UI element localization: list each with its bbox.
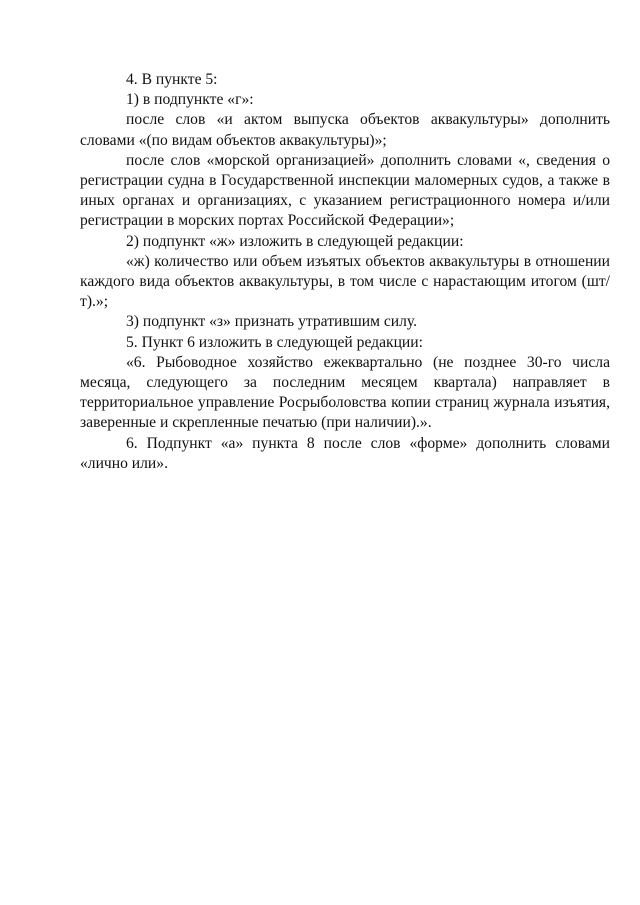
paragraph-subitem-zh-text: «ж) количество или объем изъятых объектов аквакультуры в отношении каждого вида объектов аквакультуры, в том числе с нарастающим итогом (шт/т).»; — [80, 252, 610, 311]
paragraph-section-6: 6. Подпункт «а» пункта 8 после слов «форме» дополнить словами «лично или». — [80, 434, 610, 472]
document-body — [80, 70, 610, 474]
paragraph-item-6-text: «6. Рыбоводное хозяйство ежеквартально (не позднее 30-го числа месяца, следующего за последним месяцем квартала) направляет в территориальное управление Росрыболовства копии страниц журнала изъятия, заверенные и скрепленные печатью (при наличии).». — [80, 353, 610, 432]
paragraph-subitem-z: 3) подпункт «з» признать утратившим силу. — [126, 313, 418, 331]
paragraph-subitem-g: 1) в подпункте «г»: — [126, 91, 254, 109]
paragraph-subitem-zh-heading: 2) подпункт «ж» изложить в следующей редакции: — [126, 232, 464, 250]
paragraph-after-release-act: после слов «и актом выпуска объектов аквакультуры» дополнить словами «(по видам объектов аквакультуры)»; — [80, 111, 610, 149]
paragraph-section-4-heading: 4. В пункте 5: — [126, 71, 218, 88]
paragraph-after-marine-org: после слов «морской организацией» дополнить словами «, сведения о регистрации судна в Государственной инспекции маломерных судов, а также в иных органах и организациях, с указанием регистрационного номера и/или регистрации в морских портах Российской Федерации»; — [80, 151, 610, 230]
paragraph-section-5-heading: 5. Пункт 6 изложить в следующей редакции: — [126, 333, 423, 351]
